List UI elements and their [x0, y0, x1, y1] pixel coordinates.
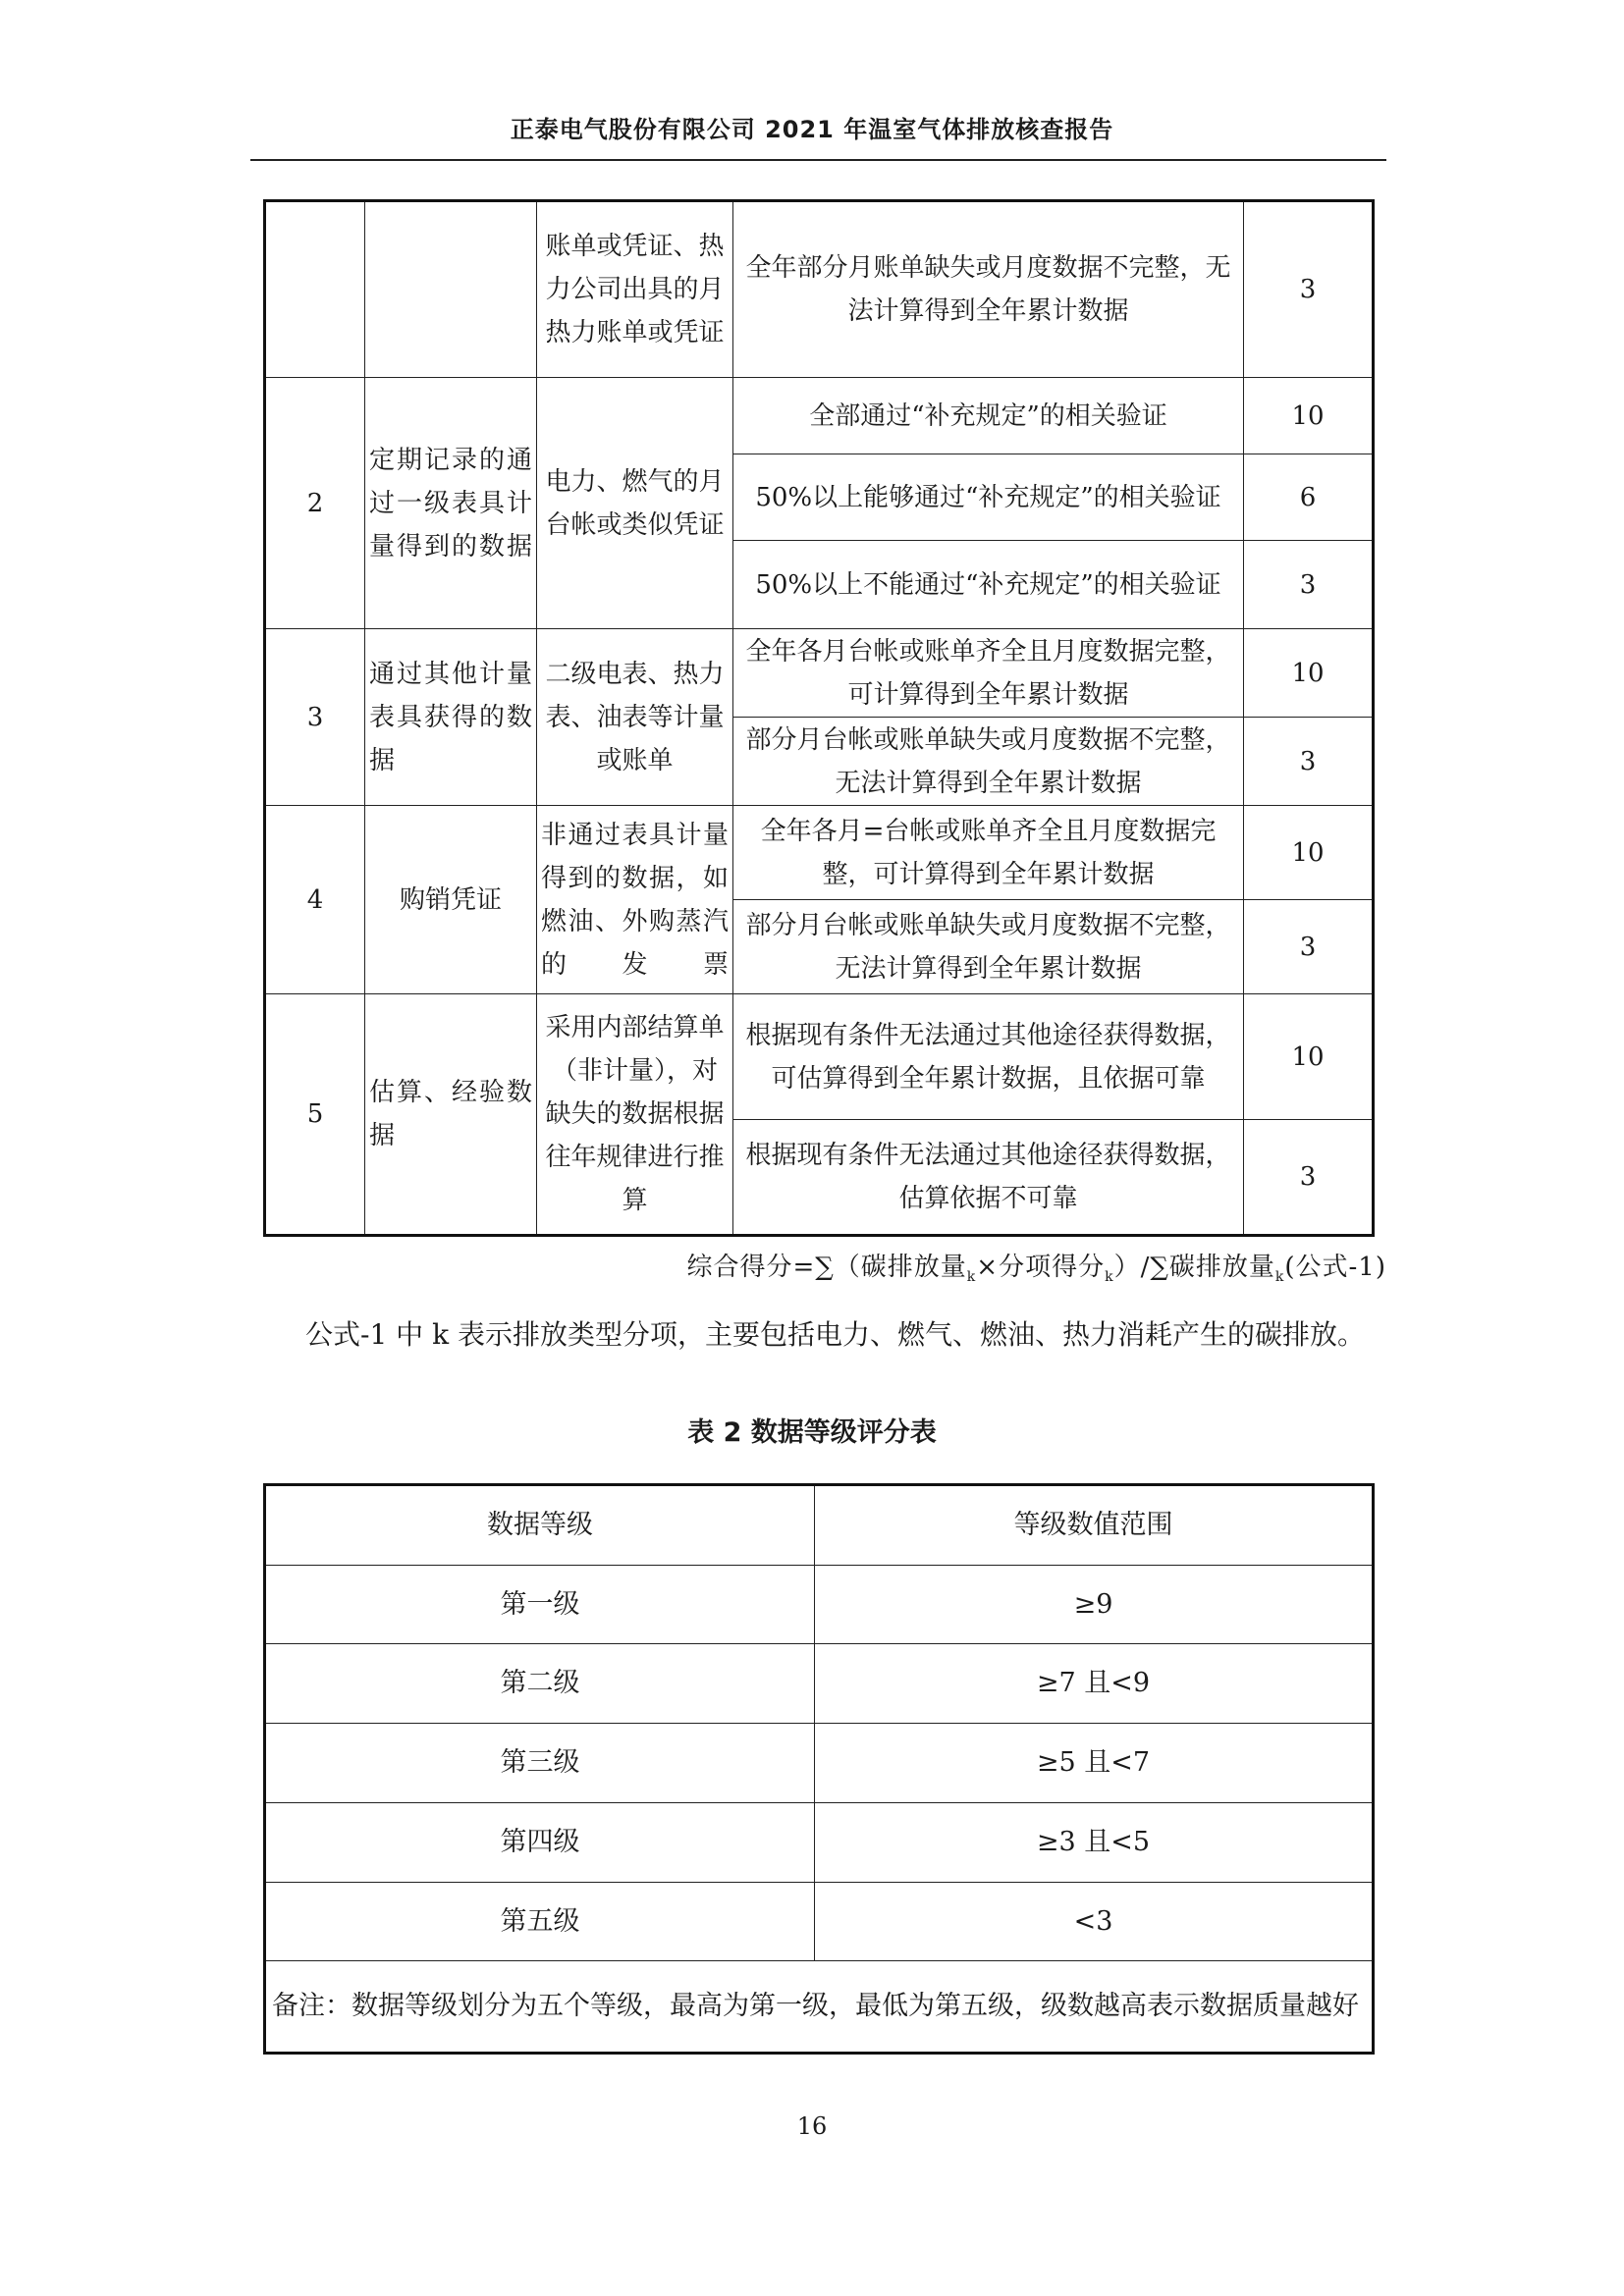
cell-source: 二级电表、热力表、油表等计量或账单	[537, 629, 733, 806]
cell-range: ≥3 且<5	[815, 1803, 1374, 1883]
formula-part: (公式-1)	[1284, 1253, 1386, 1282]
formula-part: ×分项得分	[976, 1253, 1106, 1282]
cell-type: 定期记录的通过一级表具计量得到的数据	[365, 378, 537, 629]
cell-score: 10	[1244, 378, 1374, 454]
table2-note: 备注：数据等级划分为五个等级，最高为第一级，最低为第五级，级数越高表示数据质量越好	[265, 1961, 1374, 2054]
cell-desc: 根据现有条件无法通过其他途径获得数据，可估算得到全年累计数据，且依据可靠	[733, 994, 1244, 1120]
formula-subscript: k	[1105, 1269, 1114, 1286]
formula-subscript: k	[966, 1269, 977, 1286]
cell-desc: 根据现有条件无法通过其他途径获得数据，估算依据不可靠	[733, 1120, 1244, 1236]
formula-line	[686, 1247, 1386, 1285]
table-row	[265, 1724, 1374, 1803]
cell-no: 5	[265, 994, 365, 1236]
cell-score: 3	[1244, 201, 1374, 378]
table-row	[265, 1803, 1374, 1883]
cell-desc: 全部通过“补充规定”的相关验证	[733, 378, 1244, 454]
cell-range: ≥5 且<7	[815, 1724, 1374, 1803]
header-range: 等级数值范围	[815, 1485, 1374, 1566]
cell-score: 3	[1244, 541, 1374, 629]
formula-subscript: k	[1274, 1269, 1285, 1286]
cell-score: 10	[1244, 994, 1374, 1120]
cell-score: 10	[1244, 629, 1374, 718]
table-row	[265, 629, 1374, 718]
cell-grade: 第三级	[265, 1724, 815, 1803]
cell-source: 非通过表具计量得到的数据，如燃油、外购蒸汽的发票	[537, 806, 733, 994]
cell-type: 购销凭证	[365, 806, 537, 994]
data-grade-table	[263, 1483, 1375, 2055]
cell-source: 采用内部结算单（非计量），对缺失的数据根据往年规律进行推算	[537, 994, 733, 1236]
cell-source: 电力、燃气的月台帐或类似凭证	[537, 378, 733, 629]
cell-no	[265, 201, 365, 378]
cell-score: 3	[1244, 900, 1374, 994]
cell-desc: 50%以上不能通过“补充规定”的相关验证	[733, 541, 1244, 629]
table-row	[265, 1883, 1374, 1961]
cell-grade: 第四级	[265, 1803, 815, 1883]
cell-range: ≥7 且<9	[815, 1644, 1374, 1724]
cell-no: 2	[265, 378, 365, 629]
page-number: 16	[796, 2112, 828, 2140]
cell-score: 10	[1244, 806, 1374, 900]
table-row	[265, 1961, 1374, 2054]
cell-desc: 全年部分月账单缺失或月度数据不完整，无法计算得到全年累计数据	[733, 201, 1244, 378]
formula-part: 综合得分=∑（碳排放量	[686, 1253, 967, 1282]
page-header-title: 正泰电气股份有限公司 2021 年温室气体排放核查报告	[510, 116, 1114, 143]
cell-type: 通过其他计量表具获得的数据	[365, 629, 537, 806]
formula-part: ）/∑碳排放量	[1113, 1253, 1275, 1282]
table-row	[265, 1644, 1374, 1724]
cell-grade: 第五级	[265, 1883, 815, 1961]
table-row	[265, 806, 1374, 900]
header-grade: 数据等级	[265, 1485, 815, 1566]
cell-type	[365, 201, 537, 378]
cell-desc: 50%以上能够通过“补充规定”的相关验证	[733, 454, 1244, 541]
cell-range: ≥9	[815, 1566, 1374, 1644]
cell-no: 4	[265, 806, 365, 994]
table-row	[265, 201, 1374, 378]
cell-desc: 部分月台帐或账单缺失或月度数据不完整，无法计算得到全年累计数据	[733, 900, 1244, 994]
cell-score: 3	[1244, 1120, 1374, 1236]
table-header-row	[265, 1485, 1374, 1566]
table-row	[265, 1566, 1374, 1644]
cell-range: <3	[815, 1883, 1374, 1961]
formula-explanation: 公式-1 中 k 表示排放类型分项，主要包括电力、燃气、燃油、热力消耗产生的碳排放。	[305, 1318, 1365, 1351]
table-row	[265, 994, 1374, 1120]
cell-source: 账单或凭证、热力公司出具的月热力账单或凭证	[537, 201, 733, 378]
cell-grade: 第一级	[265, 1566, 815, 1644]
table2-title: 表 2 数据等级评分表	[687, 1417, 937, 1448]
cell-no: 3	[265, 629, 365, 806]
cell-desc: 部分月台帐或账单缺失或月度数据不完整，无法计算得到全年累计数据	[733, 718, 1244, 806]
cell-desc: 全年各月=台帐或账单齐全且月度数据完整，可计算得到全年累计数据	[733, 806, 1244, 900]
header-divider	[250, 159, 1386, 161]
cell-score: 6	[1244, 454, 1374, 541]
cell-desc: 全年各月台帐或账单齐全且月度数据完整，可计算得到全年累计数据	[733, 629, 1244, 718]
data-source-score-table	[263, 199, 1375, 1237]
table-row	[265, 378, 1374, 454]
cell-score: 3	[1244, 718, 1374, 806]
cell-grade: 第二级	[265, 1644, 815, 1724]
cell-type: 估算、经验数据	[365, 994, 537, 1236]
